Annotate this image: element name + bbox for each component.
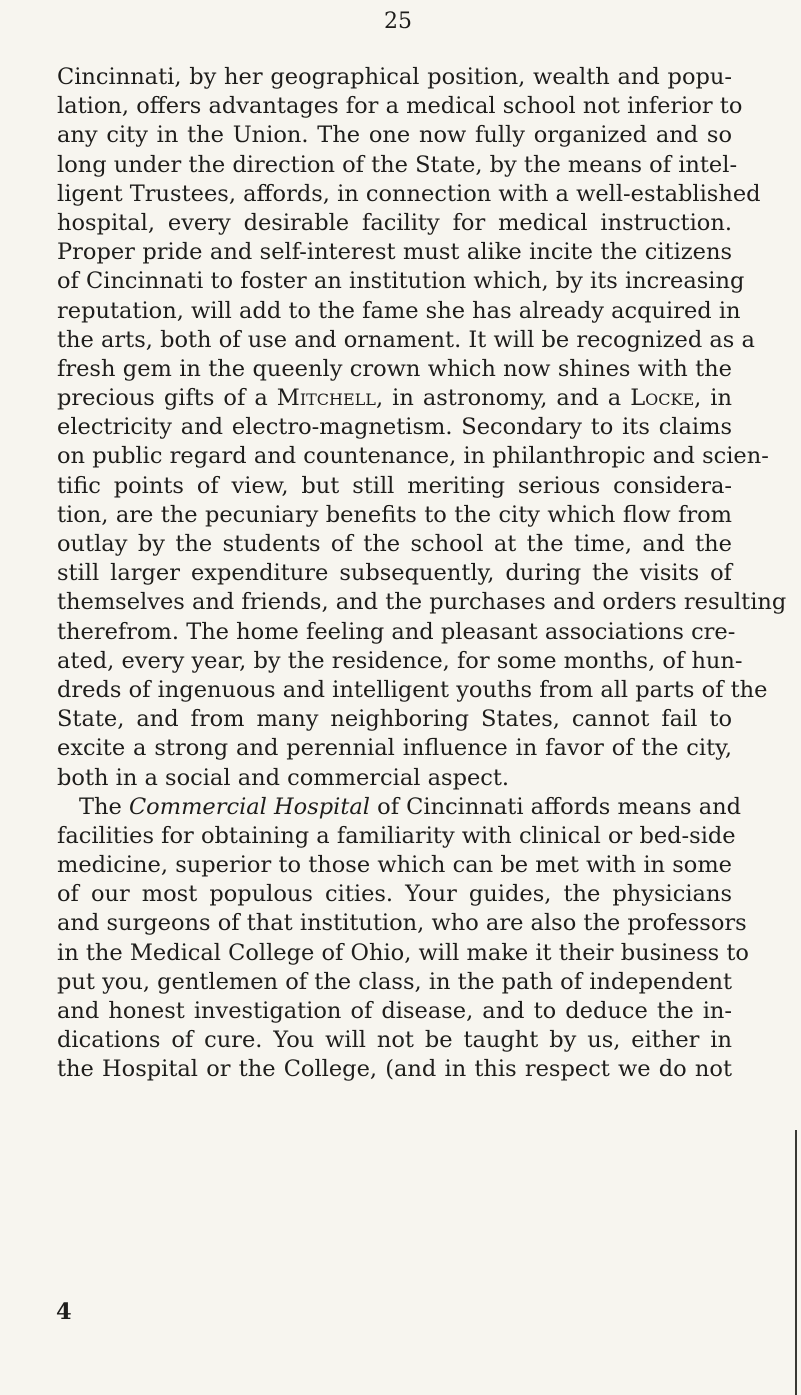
text-line: hospital, every desirable facility for medical instruction. xyxy=(57,209,732,236)
text-fragment: , in astronomy, and a xyxy=(375,385,631,412)
text-line: tion, are the pecuniary benefits to the city which flow from xyxy=(57,501,732,528)
signature-mark: 4 xyxy=(56,1299,72,1325)
text-line: dreds of ingenuous and intelligent youths from all parts of the xyxy=(57,676,768,703)
text-line: State, and from many neighboring States, cannot fail to xyxy=(57,706,732,733)
text-line: in the Medical College of Ohio, will make it their business to xyxy=(57,939,749,966)
text-line: lation, offers advantages for a medical school not inferior to xyxy=(57,93,743,120)
text-line: reputation, will add to the fame she has already acquired in xyxy=(57,297,741,324)
text-line: dications of cure. You will not be taught by us, either in xyxy=(57,1027,732,1054)
text-line: electricity and electro-magnetism. Secondary to its claims xyxy=(57,414,732,441)
text-line: and surgeons of that institution, who are also the professors xyxy=(57,910,747,937)
small-caps-name: Mitchell xyxy=(276,385,376,412)
text-line: ligent Trustees, affords, in connection with a well-established xyxy=(57,180,761,207)
text-fragment: of Cincinnati affords means and xyxy=(370,793,742,820)
text-line: long under the direction of the State, by the means of intel- xyxy=(57,151,738,178)
text-line: facilities for obtaining a familiarity with clinical or bed-side xyxy=(57,822,736,849)
text-fragment: The xyxy=(79,793,129,820)
text-line: themselves and friends, and the purchases and orders resulting xyxy=(57,589,787,616)
text-line: on public regard and countenance, in philanthropic and scien- xyxy=(57,443,769,470)
text-line xyxy=(57,793,742,822)
text-line: ated, every year, by the residence, for some months, of hun- xyxy=(57,647,743,674)
text-line: Cincinnati, by her geographical position, wealth and popu- xyxy=(57,64,732,90)
text-line: outlay by the students of the school at the time, and the xyxy=(57,531,732,557)
text-line: of Cincinnati to foster an institution which, by its increasing xyxy=(57,268,745,295)
text-line: the Hospital or the College, (and in this respect we do not xyxy=(57,1056,732,1083)
text-line: any city in the Union. The one now fully organized and so xyxy=(57,122,732,149)
text-line: fresh gem in the queenly crown which now shines with the xyxy=(57,355,732,382)
text-line: and honest investigation of disease, and to deduce the in- xyxy=(57,998,732,1024)
body-text xyxy=(57,63,787,1085)
text-line: tific points of view, but still meriting serious considera- xyxy=(57,472,732,499)
text-line: both in a social and commercial aspect. xyxy=(57,764,510,791)
text-line: therefrom. The home feeling and pleasant associations cre- xyxy=(57,618,736,645)
italic-title: Commercial Hospital xyxy=(128,793,370,820)
text-fragment: precious gifts of a xyxy=(57,385,277,412)
text-line: put you, gentlemen of the class, in the path of independent xyxy=(57,968,733,995)
text-line: medicine, superior to those which can be met with in some xyxy=(57,852,732,879)
text-line: the arts, both of use and ornament. It will be recognized as a xyxy=(57,326,755,353)
text-line: still larger expenditure subsequently, during the visits of xyxy=(57,560,732,587)
scan-edge-line xyxy=(795,1130,797,1395)
text-line: excite a strong and perennial influence in favor of the city, xyxy=(57,735,732,762)
page-number: 25 xyxy=(384,9,412,34)
text-line xyxy=(57,384,732,413)
text-fragment: , in xyxy=(694,385,732,412)
text-line: Proper pride and self-interest must alike incite the citizens xyxy=(57,239,732,266)
text-line: of our most populous cities. Your guides, the physicians xyxy=(57,881,732,908)
small-caps-name: Locke xyxy=(630,385,695,412)
